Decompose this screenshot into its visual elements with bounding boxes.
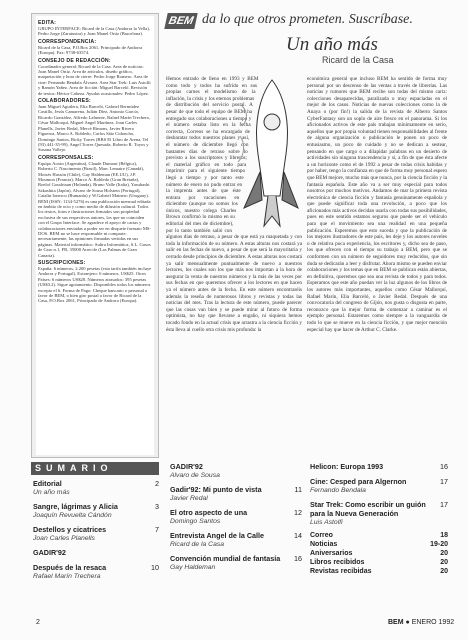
toc-column-3 bbox=[310, 462, 448, 577]
toc-section-title: Revistas recibidas bbox=[310, 568, 372, 575]
sidebar-section-text: Ricard de la Casa, P.O.Box 2061, Principado de Andorra (Europa). Fax: 9738-63574. bbox=[38, 44, 143, 56]
toc-entry-title: El otro aspecto de una bbox=[170, 508, 248, 517]
toc-entry[interactable] bbox=[170, 508, 302, 525]
toc-entry-page: 11 bbox=[294, 485, 302, 494]
sidebar-section-heading: EDITA: bbox=[38, 20, 57, 26]
footer-date: ENERO 1992 bbox=[411, 619, 455, 626]
toc-entry-page: 16 bbox=[440, 462, 448, 471]
banner-tagline: da lo que otros prometen. Suscríbase. bbox=[202, 12, 413, 27]
toc-entry-author: Fernando Bendala bbox=[310, 487, 366, 494]
sidebar-section-text: Coordinador general: Ricard de la Casa. Area de noticias: Joan Manel Ortiz. Area de artículos, diseño gráfico, maquetación y hora de cierre: Pedro Jorge Romero. Area de cine: Fernando Bendala Álvarez. Area Star Trek: Luis Astolfi y Ramón Yañez. Area de ficción: Miguel Barceló. Revisión de textos: Héctor Cabeza. Ayudas ocasionales: Pedro López. bbox=[38, 63, 151, 96]
toc-entry-title: Entrevista Angel de la Calle bbox=[170, 531, 265, 540]
toc-entry-page: 2 bbox=[155, 479, 159, 488]
toc-entry[interactable] bbox=[170, 531, 302, 548]
toc-entry-author: Rafael Marín Trechera bbox=[33, 573, 101, 580]
toc-section-page: 18 bbox=[440, 532, 448, 539]
toc-column-2 bbox=[170, 462, 302, 577]
toc-entry-page: 10 bbox=[151, 563, 159, 572]
toc-entry-author: Joaquín Revuelta Cándón bbox=[33, 512, 112, 519]
toc-entry[interactable] bbox=[310, 477, 448, 494]
toc-entry[interactable] bbox=[33, 479, 159, 496]
toc-entry-author: Javier Redal bbox=[170, 495, 208, 502]
toc-section-page: 20 bbox=[440, 550, 448, 557]
toc-section-page: 19-20 bbox=[430, 541, 448, 548]
page-number: 2 bbox=[36, 619, 40, 626]
toc-entry[interactable] bbox=[310, 500, 448, 526]
toc-entry-author: Ricard de la Casa bbox=[170, 541, 225, 548]
toc-entry-author: Joan Carles Planells bbox=[33, 535, 95, 542]
credits-sidebar bbox=[31, 13, 159, 458]
toc-entry-author: Domingo Santos bbox=[170, 518, 221, 525]
toc-section-title: Aniversarios bbox=[310, 550, 353, 557]
sidebar-section-heading: CONSEJO DE REDACCIÓN: bbox=[38, 57, 111, 64]
toc-entry[interactable] bbox=[33, 525, 159, 542]
article-column-1 bbox=[166, 76, 302, 333]
toc-entry-title: Gadir'92: Mi punto de vista bbox=[170, 485, 262, 494]
toc-entry-title: Editorial bbox=[33, 479, 62, 488]
toc-entry-author: Alvaro de Sousa bbox=[170, 472, 220, 479]
toc-entry-page: 17 bbox=[440, 500, 448, 509]
toc-entry-author: Gay Haldeman bbox=[170, 564, 216, 571]
toc-entry-page: 16 bbox=[294, 554, 302, 563]
toc-section-title: Correo bbox=[310, 532, 333, 539]
sidebar-section-text: Equipo Aoxin (Argentina), Claude Dumont (Bélgica), Roberto C. Nascimento (Brasil), Marc Lemaire (Canadá), Moisés Hassón (Chile), Gay Haldeman (EE.UU), J.P. Moumon (Francia), Marco A. Robledo (Gran Bretaña), Roelof Goudriaan (Holanda), Bruno Valle (Italia), Yasuhashi Sakashita (Japón), Alvaro de Sousa Holstein (Portugal), Catalin Ionescu (Rumanía) y W.Gabriel Mainero (Uruguay). bbox=[38, 160, 150, 199]
sidebar-section-text: Juan Miguel Aguilera, Elia Barceló, Gabriel Bermúdez Castillo, Jesús Camarena, Julián Díez, Antonio García, Ricardo González, Alfredo Lafuente, Rafael Marín Trechera, César Mallorquí, Miguel Angel Martínez, Joan Carles Planells, Javier Redal, Mercè Rimons, Javier Rivero Figueroa, Marco A. Robledo, Carlos Sáiz Cidoncha, Domingo Santos, Ricky Torres (BBS El Libro de Arena, Tel (93) 441-35-99), Angel Torres Quesada, Roberto R. Toyos y Susana Vallejo. bbox=[38, 104, 150, 153]
toc-section-page: 20 bbox=[440, 568, 448, 575]
sidebar-section-heading: SUSCRIPCIONES: bbox=[38, 260, 86, 267]
toc-section-entry[interactable] bbox=[310, 541, 448, 548]
toc-section-entry[interactable] bbox=[310, 532, 448, 539]
toc-entry-title: Cine: Cesped para Algernon bbox=[310, 477, 407, 486]
toc-entry-title: GADIR'92 bbox=[33, 548, 66, 557]
toc-entry-page: 17 bbox=[440, 477, 448, 486]
sidebar-section-text: GRUPO INTERFACE: Ricard de la Casa (Andorra la Vella), Pedro Jorge (Zaratustra) y Joan Manel Ortiz (Barcelona). bbox=[38, 26, 150, 37]
rocket-illustration bbox=[234, 76, 302, 234]
toc-section-title: Libros recibidos bbox=[310, 559, 365, 566]
toc-entry[interactable] bbox=[33, 548, 159, 557]
toc-entry[interactable] bbox=[170, 462, 302, 479]
toc-entry[interactable] bbox=[33, 563, 159, 580]
footer-issue: BEM ● ENERO 1992 bbox=[388, 619, 455, 626]
toc-entry[interactable] bbox=[33, 502, 159, 519]
article-column-2: económica general que incluso BEM ha sentido de forma muy personal por un descenso de las ventas a través de librerías. Las noticias y rumores que BEM recibe son todas del mismo cariz: colecciones desaparecidas, paralizada o muy espaciadas en el mejor de los casos. Noticias de nuevas colecciones como la de Anaya o (por fin!) la salida de la revista de Alberto Santos CyberFantasy son un soplo de aire fresco en el panorama. Si los aficionados activos de este país trabajan mínimamente en serio, aquellos que por propia voluntad tienen responsabilidades al frente de alguna organización o publicación le ponen un poco de entusiasmo, un poco de cuidado y no se dedican a sestear, pensando en que cargo o a dilapidar palabras en un desierto de actividades sin ninguna trascendencia y sí, a fin de que ésta afecte a un horizonte como el de 1992 a pesar de todas crisis habidas y por haber, tengo la confianza en que de forma muy personal espero que BEM mejore, mucho más que nunca, por la ciencia ficción y la fantasía española. Este año va a ser muy especial para todos nosotros por muchos motivos. Andamos de mar la primera revista electrónica de ciencia ficción y fantasía genuinamente española y que puede significar toda una revolución, a poco que los aficionados más activos decidan usarla con todas sus posibilidades, pues en este sentido estamos seguros que puede ser el vehículo para que el movimiento sea una realidad en una pequeña publicación. Esperemos que esto suceda y que la publicación de los mejores ilustradores de este país, les deje y los autores noveles o de relativa poca experiencia, los escritores y, dicho sea de paso, los que ofrecen con el tiempo su trabajo a BEM, pero que se conformen con un número de seguidores muy reducidos, que sin duda se dedicarán a leer y disfrutar. Ahora mismo se pueden enviar colaboraciones y los temas que en BEM se publican están abiertas, en definitiva, queremos que sea una revista de todos y para todos. Esperamos que este año puedan ver la luz algunos de los libros de los autores más importantes, aquellos como César Mallorquí, Rafael Marín, Elia Barceló, o Javier Redal. Después de una convocatoria del congreso de Gijón, nos gusta o disgusta en parte, reconozco que la mejor forma de comenzar a caminar es el ejemplo personal. Estaremos como siempre a la vanguardia de todo lo que se mueve en la ciencia ficción, y que mejor mención especial hay que hacer de Arthur C. Clarke. bbox=[307, 76, 447, 333]
credits-sidebar-content bbox=[36, 16, 154, 455]
article-column-1-text: Hemos entrado de lleno en 1993 y BEM como todo y todos ha sufrido en sus propias carnes el modelismo de la inflación, la crisis y los eternos problemas de distribución del servicio postal. A pesar de que todo el equipo de BEM ha entregado sus colaboraciones a tiempo y el número estaba listo en la fecha correcta, Correos se ha encargado de desbaratar todos nuestros planes y así, el número de diciembre llegó con bastantes días de retraso sobre lo previsto a los suscriptores y libreros; el material gráfico en todo para imprimir para el siguiente tiempo llegó a tiempo y por tanto este número de enero no pudo entrar en la imprenta antes de que éste entrara por vacaciones en diciembre (aunque no somos los únicos, nuestro colega Charles Brown confirmó lo mismo en su editorial del mes de diciembre), por lo tanto también salió con algunos días de retraso, a pesar de que está ya maquetada y con toda la información de su número. A estas alturas nos costará ya salir en las fechas de nuevo, a pesar de que será la mayoritaria y cerrado desde principios de diciembre. A estas alturas nos costará ya salir mensualmente puntualmente de nuevo a nuestros lectores, los cuales son los que más nos importan a la hora de asegurar la venta de nuestros números y la más de las veces por sus fechas en que queremos ofrecer a los lectores en que hacen ya el número antes de la fecha. En este número encontraréis además la reseña de numerosos libros y revistas y todas las noticias del mes. Tras la lectura de este número, puede parecer que las cosas van bien y se puede mirar al futuro de forma optimista, no hay que llevarse a engaño, ni siquiera hemos tocado fondo en la actual crisis que arrastra a la ciencia ficción y ésta lleva al cuello otra crisis mis profunda: la bbox=[166, 76, 302, 333]
toc-entry[interactable] bbox=[170, 485, 302, 502]
toc-entry[interactable] bbox=[170, 554, 302, 571]
toc-column-1 bbox=[33, 479, 159, 586]
toc-section-page: 20 bbox=[440, 559, 448, 566]
toc-section-entry[interactable] bbox=[310, 559, 448, 566]
bem-logo: BEM bbox=[164, 13, 197, 29]
toc-section-entry[interactable] bbox=[310, 568, 448, 575]
sidebar-section-text: España: 6 números, 2.200 pesetas (esta tarifa también incluye Andorra y Portugal). Extranjero: 6 números, US$25. Otros Países: 6 números US$28. Números atrasados: 395 pesetas (US$3.2). Sigue agotamiento. Disponibles todos los números excepto el 6. Forma de Pago: Cheque bancario o personal a favor de BEM, o bien giro postal a favor de Ricard de la Casa, P.O.Box 2061, Principado de Andorra (Europa). bbox=[38, 266, 152, 304]
sidebar-section-heading: CORRESPONSALES: bbox=[38, 154, 94, 161]
sidebar-section-text: BEM (ISSN: 1134-5276) es una publicación mensual editada en ámbito de ocio y como medio de difusión cultural. Todos los textos, fotos e ilustraciones firmados son propiedad exclusiva de sus respectivos autores, los que no coinciden con el Grupo Interface. Se agradece el apoyo de cartas y colaboraciones enviadas a poder ser en disquete formato MS-DOS. BEM no se hace responsable ni comparte, necesariamente, las opiniones firmadas vertidas en sus páginas. Material informático: Sultra Informática, S.L. Gasos de Caro n.1, FB, 35000 Arrecife (Las Palmas de Gran Canaria). bbox=[38, 198, 152, 258]
toc-entry-title: Después de la resaca bbox=[33, 563, 107, 572]
toc-entry-title: Star Trek: Como escribir un guión para la Nueva Generación bbox=[310, 500, 426, 518]
toc-section-title: Noticias bbox=[310, 541, 338, 548]
sidebar-section-heading: COLABORADORES: bbox=[38, 98, 91, 105]
toc-entry-author: Luis Astolfi bbox=[310, 519, 343, 526]
toc-entry-author: Un año más bbox=[33, 489, 70, 496]
toc-entry-title: Helicon: Europa 1993 bbox=[310, 462, 384, 471]
sidebar-section-heading: CORRESPONDENCIA: bbox=[38, 38, 97, 45]
toc-entry-title: Destellos y cicatrices bbox=[33, 525, 107, 534]
toc-entry-title: GADIR'92 bbox=[170, 462, 203, 471]
toc-entry-page: 12 bbox=[294, 508, 302, 517]
subscription-banner bbox=[166, 10, 449, 34]
toc-entry-page: 7 bbox=[155, 525, 159, 534]
sumario-heading: SUMARIO bbox=[31, 462, 159, 475]
toc-entry-page: 14 bbox=[294, 531, 302, 540]
toc-entry-title: Sangre, lágrimas y Alicia bbox=[33, 502, 118, 511]
toc-entry-page: 3 bbox=[155, 502, 159, 511]
toc-entry-title: Convención mundial de fantasía bbox=[170, 554, 281, 563]
article-author: Ricard de la Casa bbox=[322, 55, 394, 65]
toc-entry[interactable] bbox=[310, 462, 448, 471]
article-title: Un año más bbox=[286, 34, 378, 55]
footer-brand: BEM bbox=[388, 619, 404, 626]
toc-section-entry[interactable] bbox=[310, 550, 448, 557]
